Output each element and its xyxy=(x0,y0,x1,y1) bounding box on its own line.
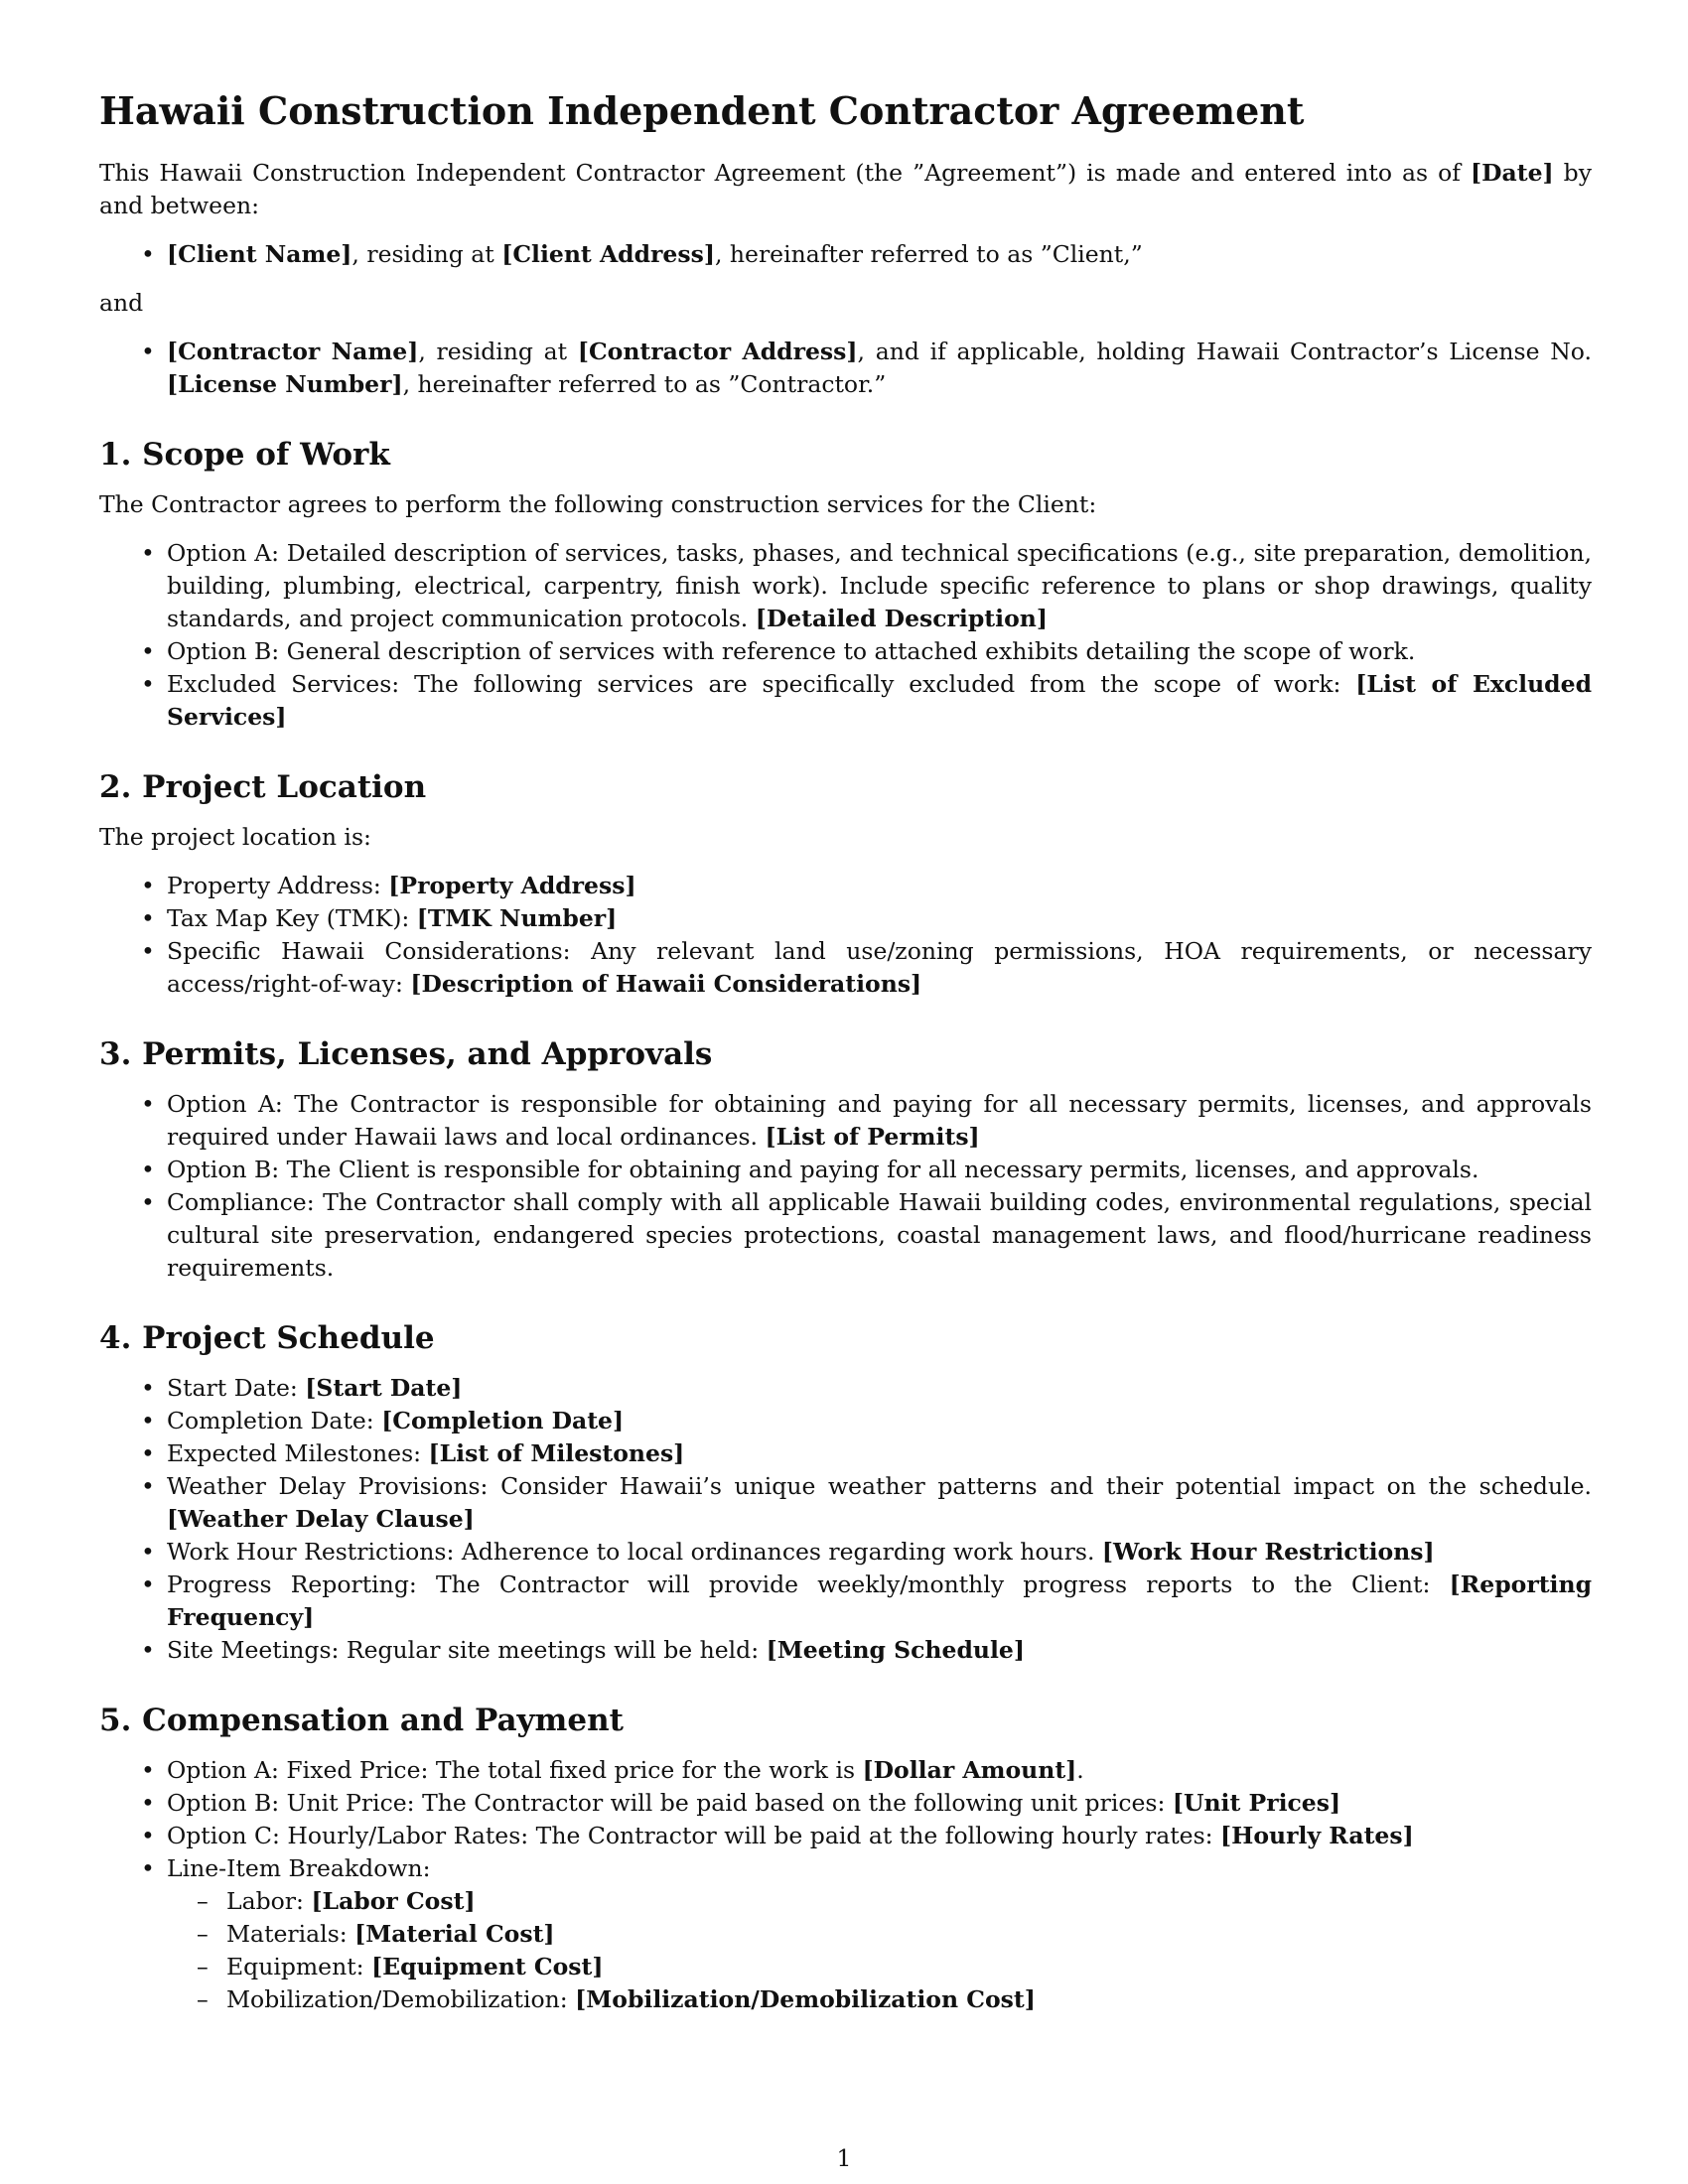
sub-list-item: – Labor: [Labor Cost] xyxy=(226,1885,1592,1918)
compensation-list xyxy=(99,1754,1592,2016)
contractor-name-placeholder: [Contractor Name] xyxy=(167,338,419,365)
property-address-placeholder: [Property Address] xyxy=(388,872,636,899)
client-name-placeholder: [Client Name] xyxy=(167,240,352,268)
hawaii-considerations-placeholder: [Description of Hawaii Considerations] xyxy=(410,970,922,998)
document-title: Hawaii Construction Independent Contractor Agreement xyxy=(99,88,1305,133)
sub-list-item: – Materials: [Material Cost] xyxy=(226,1918,1592,1951)
hourly-rates-placeholder: [Hourly Rates] xyxy=(1220,1822,1414,1849)
date-placeholder: [Date] xyxy=(1471,159,1554,187)
permits-list xyxy=(99,1088,1592,1285)
list-item: • Compliance: The Contractor shall comply with all applicable Hawaii building codes, environmental regulations, special cultural site preservation, endangered species protections, coastal management laws, and flood/hurricane readiness requirements. xyxy=(167,1186,1592,1285)
list-item: • Expected Milestones: [List of Milestones] xyxy=(167,1437,1592,1470)
section-heading-project-schedule: 4. Project Schedule xyxy=(99,1320,435,1356)
list-item: • Option A: Fixed Price: The total fixed price for the work is [Dollar Amount]. xyxy=(167,1754,1592,1787)
contractor-address-placeholder: [Contractor Address] xyxy=(577,338,858,365)
intro-paragraph: This Hawaii Construction Independent Contractor Agreement (the ”Agreement”) is made and entered into as of [Date] by and between: xyxy=(99,159,1592,219)
sub-list-item: – Mobilization/Demobilization: [Mobilization/Demobilization Cost] xyxy=(226,1983,1592,2016)
equipment-cost-placeholder: [Equipment Cost] xyxy=(371,1953,604,1980)
contractor-party-list xyxy=(99,336,1592,401)
list-item: • Option A: Detailed description of services, tasks, phases, and technical specifications (e.g., site preparation, demolition, building, plumbing, electrical, carpentry, finish work). Include specific reference to plans or shop drawings, quality standards, and project communication protocols. [Detailed Description] xyxy=(167,537,1592,635)
list-item: • Start Date: [Start Date] xyxy=(167,1372,1592,1405)
client-party-item: • [Client Name], residing at [Client Address], hereinafter referred to as ”Client,” xyxy=(167,238,1592,271)
list-item: • Excluded Services: The following services are specifically excluded from the scope of work: [List of Excluded Services] xyxy=(167,668,1592,734)
reporting-frequency-placeholder: [Reporting Frequency] xyxy=(167,1570,1592,1631)
section-heading-project-location: 2. Project Location xyxy=(99,769,427,805)
list-item: • Site Meetings: Regular site meetings will be held: [Meeting Schedule] xyxy=(167,1634,1592,1667)
section-heading-scope-of-work: 1. Scope of Work xyxy=(99,437,390,473)
completion-date-placeholder: [Completion Date] xyxy=(381,1407,625,1434)
client-party-list xyxy=(99,238,1592,271)
section-heading-permits: 3. Permits, Licenses, and Approvals xyxy=(99,1036,713,1072)
list-item: • Tax Map Key (TMK): [TMK Number] xyxy=(167,902,1592,935)
list-item: • Option B: Unit Price: The Contractor will be paid based on the following unit prices: [Unit Prices] xyxy=(167,1787,1592,1820)
list-item: • Property Address: [Property Address] xyxy=(167,870,1592,902)
meeting-schedule-placeholder: [Meeting Schedule] xyxy=(766,1636,1025,1664)
page-number: 1 xyxy=(836,2144,852,2172)
milestones-placeholder: [List of Milestones] xyxy=(428,1439,685,1467)
scope-list xyxy=(99,537,1592,734)
client-address-placeholder: [Client Address] xyxy=(501,240,715,268)
tmk-number-placeholder: [TMK Number] xyxy=(416,904,618,932)
work-hour-restrictions-placeholder: [Work Hour Restrictions] xyxy=(1101,1538,1435,1566)
list-of-permits-placeholder: [List of Permits] xyxy=(765,1123,980,1151)
document-body xyxy=(99,87,1592,2032)
list-item: • Work Hour Restrictions: Adherence to local ordinances regarding work hours. [Work Hour Restrictions] xyxy=(167,1536,1592,1569)
scope-intro: The Contractor agrees to perform the following construction services for the Client: xyxy=(99,490,1097,518)
detailed-description-placeholder: [Detailed Description] xyxy=(755,605,1048,632)
list-item: • Option A: The Contractor is responsible for obtaining and paying for all necessary permits, licenses, and approvals required under Hawaii laws and local ordinances. [List of Permits] xyxy=(167,1088,1592,1154)
and-connector: and xyxy=(99,289,144,317)
line-item-breakdown-list xyxy=(167,1885,1592,2016)
list-item: • Option B: The Client is responsible for obtaining and paying for all necessary permits, licenses, and approvals. xyxy=(167,1154,1592,1186)
schedule-list xyxy=(99,1372,1592,1667)
section-heading-compensation: 5. Compensation and Payment xyxy=(99,1703,624,1738)
list-item: • Specific Hawaii Considerations: Any relevant land use/zoning permissions, HOA requirements, or necessary access/right-of-way: [Description of Hawaii Considerations] xyxy=(167,935,1592,1001)
location-intro: The project location is: xyxy=(99,823,371,851)
list-item: • Weather Delay Provisions: Consider Hawaii’s unique weather patterns and their potential impact on the schedule. [Weather Delay Clause] xyxy=(167,1470,1592,1536)
material-cost-placeholder: [Material Cost] xyxy=(354,1920,555,1948)
license-number-placeholder: [License Number] xyxy=(167,370,403,398)
weather-delay-placeholder: [Weather Delay Clause] xyxy=(167,1505,475,1533)
list-item: • Option B: General description of services with reference to attached exhibits detailing the scope of work. xyxy=(167,635,1592,668)
list-item: • Line-Item Breakdown: – Labor: [Labor Cost] – Materials: [Material Cost] – Equipment: [Equipment Cost] – Mobilization/Demobilization: [Mobilization/Demobilization Cost] xyxy=(167,1852,1592,2016)
excluded-services-placeholder: [List of Excluded Services] xyxy=(167,670,1592,731)
labor-cost-placeholder: [Labor Cost] xyxy=(311,1887,476,1915)
list-item: • Option C: Hourly/Labor Rates: The Contractor will be paid at the following hourly rates: [Hourly Rates] xyxy=(167,1820,1592,1852)
unit-prices-placeholder: [Unit Prices] xyxy=(1172,1789,1341,1817)
mobilization-cost-placeholder: [Mobilization/Demobilization Cost] xyxy=(575,1985,1036,2013)
location-list xyxy=(99,870,1592,1001)
contractor-party-item: • [Contractor Name], residing at [Contractor Address], and if applicable, holding Hawaii Contractor’s License No. [License Number], hereinafter referred to as ”Contractor.” xyxy=(167,336,1592,401)
list-item: • Completion Date: [Completion Date] xyxy=(167,1405,1592,1437)
list-item: • Progress Reporting: The Contractor will provide weekly/monthly progress reports to the Client: [Reporting Frequency] xyxy=(167,1569,1592,1634)
sub-list-item: – Equipment: [Equipment Cost] xyxy=(226,1951,1592,1983)
dollar-amount-placeholder: [Dollar Amount] xyxy=(862,1756,1077,1784)
start-date-placeholder: [Start Date] xyxy=(305,1374,463,1402)
